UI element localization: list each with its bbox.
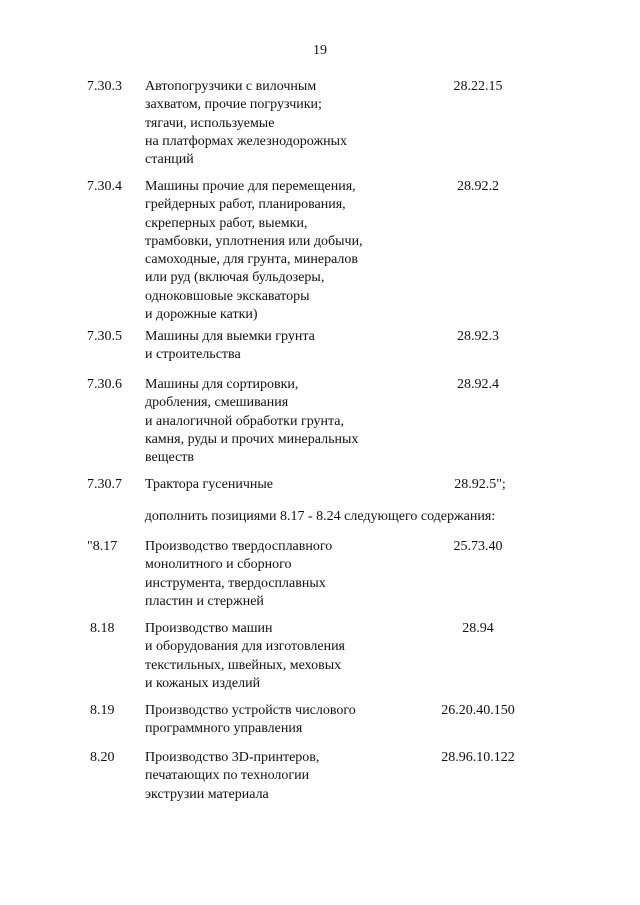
description-line: Производство 3D-принтеров, bbox=[145, 750, 320, 765]
position-code: 7.30.4 bbox=[87, 179, 122, 194]
description-line: Машины прочие для перемещения, bbox=[145, 179, 356, 194]
position-description bbox=[145, 78, 415, 169]
amendment-intro: дополнить позициями 8.17 - 8.24 следующего содержания: bbox=[144, 509, 496, 524]
description-line: скреперных работ, выемки, bbox=[145, 215, 308, 231]
position-description bbox=[145, 702, 415, 739]
okved-code: 28.94 bbox=[462, 621, 494, 636]
position-description bbox=[145, 178, 415, 324]
position-code: 8.19 bbox=[90, 703, 115, 718]
description-line: текстильных, швейных, меховых bbox=[145, 657, 342, 673]
okved-code: 28.92.3 bbox=[457, 329, 499, 344]
position-code: 7.30.7 bbox=[87, 477, 122, 492]
position-description bbox=[145, 538, 415, 611]
position-code: 7.30.3 bbox=[87, 79, 122, 94]
description-line: самоходные, для грунта, минералов bbox=[145, 252, 359, 268]
description-line: пластин и стержней bbox=[145, 593, 264, 609]
okved-code: 28.22.15 bbox=[453, 79, 503, 94]
description-line: или руд (включая бульдозеры, bbox=[145, 270, 325, 286]
description-line: инструмента, твердосплавных bbox=[145, 575, 326, 591]
description-line: захватом, прочие погрузчики; bbox=[145, 97, 322, 113]
description-line: и оборудования для изготовления bbox=[145, 639, 345, 655]
description-line: монолитного и сборного bbox=[145, 557, 292, 573]
description-line: экструзии материала bbox=[145, 786, 269, 802]
okved-code: 28.92.5"; bbox=[454, 477, 506, 492]
description-line: одноковшовые экскаваторы bbox=[145, 288, 310, 304]
position-code: 7.30.6 bbox=[87, 377, 122, 392]
okved-code: 26.20.40.150 bbox=[441, 703, 515, 718]
description-line: веществ bbox=[145, 450, 195, 466]
description-line: Машины для сортировки, bbox=[145, 377, 299, 392]
description-line: Трактора гусеничные bbox=[145, 477, 273, 492]
page-number: 19 bbox=[313, 43, 327, 58]
description-line: Производство устройств числового bbox=[145, 703, 356, 718]
position-code: 7.30.5 bbox=[87, 329, 122, 344]
description-line: Производство машин bbox=[145, 621, 273, 636]
description-line: тягачи, используемые bbox=[145, 115, 275, 131]
description-line: программного управления bbox=[145, 721, 303, 737]
okved-code: 25.73.40 bbox=[453, 539, 503, 554]
description-line: камня, руды и прочих минеральных bbox=[145, 431, 359, 447]
description-line: и дорожные катки) bbox=[145, 307, 258, 323]
description-line: грейдерных работ, планирования, bbox=[145, 197, 346, 213]
position-description bbox=[145, 476, 415, 494]
description-line: и кожаных изделий bbox=[145, 675, 261, 691]
description-line: трамбовки, уплотнения или добычи, bbox=[145, 233, 363, 249]
position-code: 8.18 bbox=[90, 621, 115, 636]
description-line: станций bbox=[145, 152, 194, 168]
description-line: Автопогрузчики с вилочным bbox=[145, 79, 317, 94]
description-line: на платформах железнодорожных bbox=[145, 133, 348, 149]
description-line: и аналогичной обработки грунта, bbox=[145, 413, 345, 429]
description-line: печатающих по технологии bbox=[145, 768, 310, 784]
description-line: дробления, смешивания bbox=[145, 395, 289, 411]
description-line: Производство твердосплавного bbox=[145, 539, 333, 554]
position-description bbox=[145, 328, 415, 365]
position-code: 8.20 bbox=[90, 750, 115, 765]
position-description bbox=[145, 749, 415, 804]
description-line: Машины для выемки грунта bbox=[145, 329, 315, 344]
description-line: и строительства bbox=[145, 347, 241, 363]
position-description bbox=[145, 376, 415, 467]
okved-code: 28.92.4 bbox=[457, 377, 499, 392]
position-code: "8.17 bbox=[87, 539, 118, 554]
okved-code: 28.92.2 bbox=[457, 179, 499, 194]
position-description bbox=[145, 620, 415, 693]
okved-code: 28.96.10.122 bbox=[441, 750, 515, 765]
